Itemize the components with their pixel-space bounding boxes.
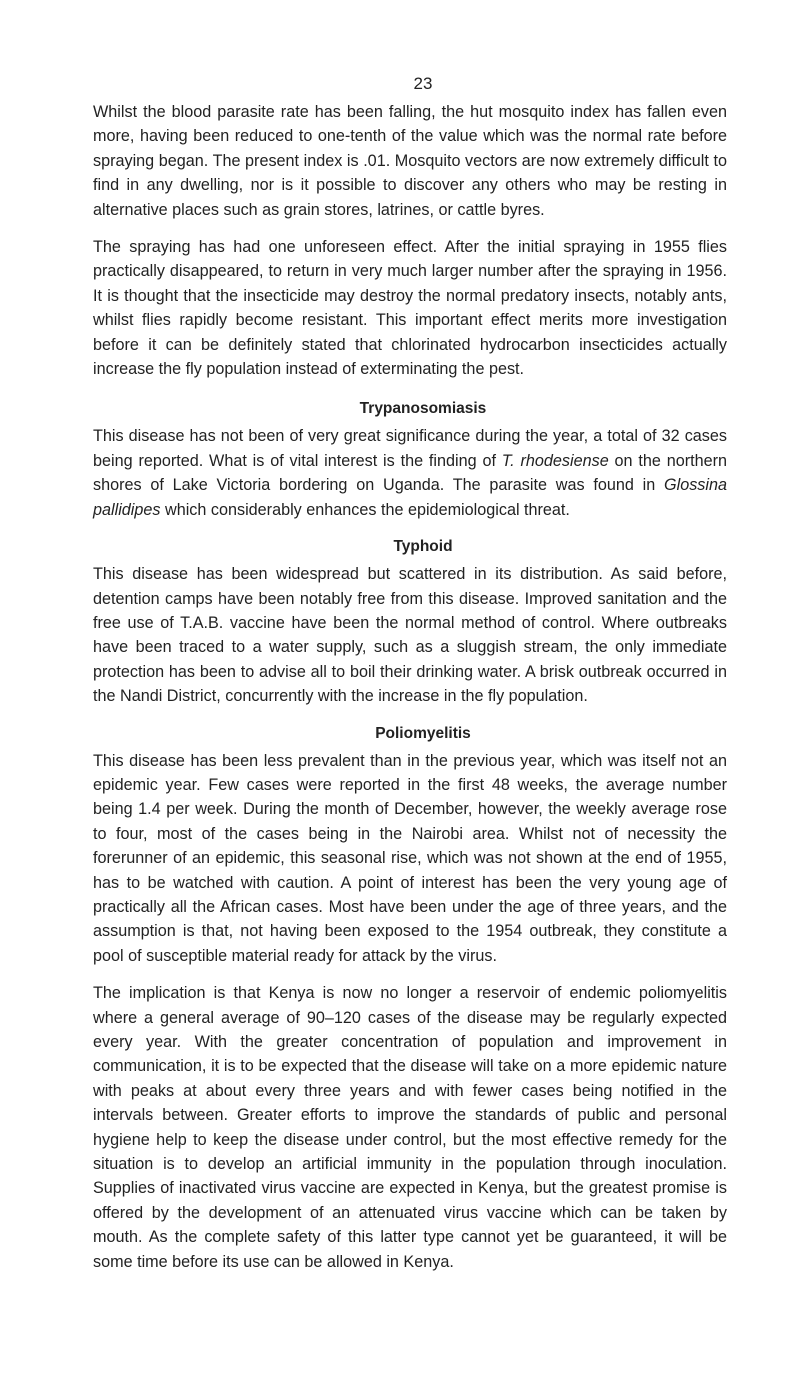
vector-name: Glossina pallidipes — [93, 476, 727, 519]
page-number: 23 — [413, 74, 433, 93]
poliomyelitis-paragraph-2: The implication is that Kenya is now no longer a reservoir of endemic poliomyelitis where a general average of 90–120 cases of the disease may be regularly expected every year. With the greater concentration of population and improvement in communication, it is to be expected that the disease will take on a more epidemic nature with peaks at about every three years and with fewer cases being notified in the intervals between. Greater efforts to improve the standards of public and personal hygiene help to keep the disease under control, but the most effective remedy for the situation is to develop an artificial immunity in the population through inoculation. Supplies of inactivated virus vaccine are expected in Kenya, but the greatest promise is offered by the development of an attenuated virus vaccine which can be taken by mouth. As the complete safety of this latter type cannot yet be guaranteed, it will be some time before its use can be allowed in Kenya. — [93, 984, 727, 1271]
trypanosomiasis-paragraph — [93, 424, 727, 522]
heading-poliomyelitis: Poliomyelitis — [375, 724, 471, 742]
trypanosomiasis-text-a: This disease has not been of very great significance during the year, a total of 32 cases being reported. What is of vital interest is the finding of — [93, 427, 727, 470]
typhoid-paragraph: This disease has been widespread but scattered in its distribution. As said before, detention camps have been notably free from this disease. Improved sanitation and the free use of T.A.B. vaccine have been the normal method of control. Where outbreaks have been traced to a water supply, such as a sluggish stream, the only immediate protection has been to advise all to boil their drinking water. A brisk outbreak occurred in the Nandi District, concurrently with the increase in the fly population. — [93, 565, 727, 706]
heading-trypanosomiasis: Trypanosomiasis — [359, 400, 487, 418]
heading-typhoid: Typhoid — [393, 538, 453, 556]
document-page — [93, 0, 727, 1274]
trypanosomiasis-text-b: on the northern shores of Lake Victoria bordering on Uganda. The parasite was found in — [93, 451, 728, 495]
trypanosomiasis-text-c: which considerably enhances the epidemiological threat. — [160, 500, 570, 519]
poliomyelitis-paragraph-1: This disease has been less prevalent than in the previous year, which was itself not an epidemic year. Few cases were reported in the first 48 weeks, the average number being 1.4 per week. During the month of December, however, the weekly average rose to four, most of the cases being in the Nairobi area. Whilst not of necessity the forerunner of an epidemic, this seasonal rise, which was not shown at the end of 1955, has to be watched with caution. A point of interest has been the very young age of practically all the African cases. Most have been under the age of three years, and the assumption is that, not having been exposed to the 1954 outbreak, they constitute a pool of susceptible material ready for attack by the virus. — [93, 751, 727, 965]
species-name: T. rhodesiense — [501, 451, 609, 470]
intro-paragraph-2: The spraying has had one unforeseen effect. After the initial spraying in 1955 flies practically disappeared, to return in very much larger number after the spraying in 1956. It is thought that the insecticide may destroy the normal predatory insects, notably ants, whilst flies rapidly become resistant. This important effect merits more investigation before it can be definitely stated that chlorinated hydrocarbon insecticides actually increase the fly population instead of exterminating the pest. — [93, 238, 727, 379]
intro-paragraph-1: Whilst the blood parasite rate has been falling, the hut mosquito index has fallen even more, having been reduced to one-tenth of the value which was the normal rate before spraying began. The present index is .01. Mosquito vectors are now extremely difficult to find in any dwelling, nor is it possible to discover any others who may be resting in alternative places such as grain stores, latrines, or cattle byres. — [93, 103, 727, 219]
